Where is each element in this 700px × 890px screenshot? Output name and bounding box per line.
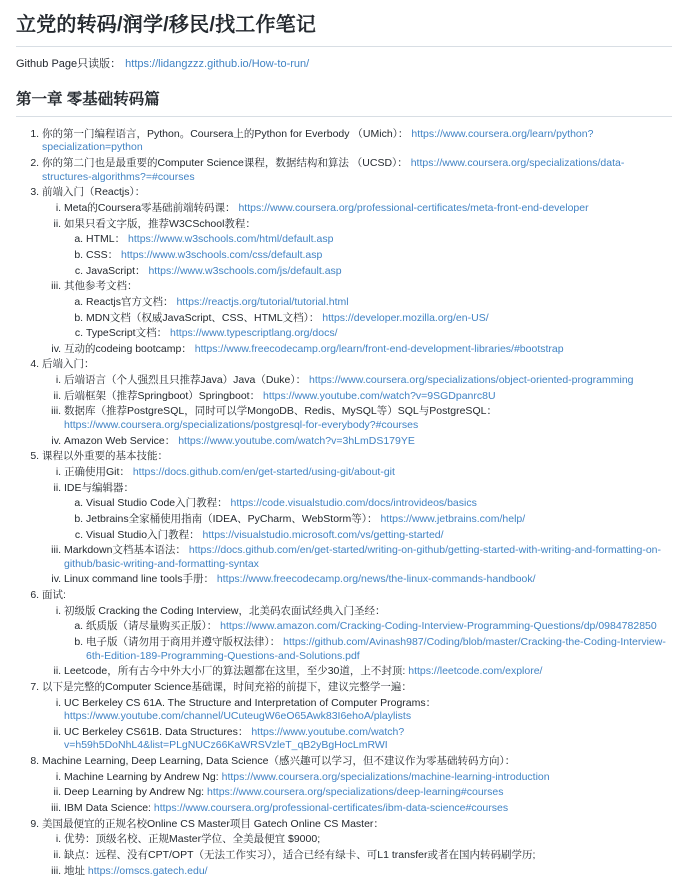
list-item-text: Visual Studio入门教程：	[86, 528, 200, 541]
readonly-version-line	[16, 57, 672, 72]
resource-link[interactable]: https://www.youtube.com/channel/UCuteugW6eO65Awk83I6ehoA/playlists	[64, 710, 412, 723]
resource-link[interactable]: https://www.youtube.com/watch?v=h59h5DoNhL4&list=PLgNUCz66KaWRSVzleT_qB2yBgHocLmRWI	[64, 725, 405, 752]
ordered-list-level-3	[64, 233, 672, 278]
list-item-text: 正确使用Git：	[64, 465, 130, 478]
list-item	[42, 358, 672, 448]
resource-link[interactable]: https://www.youtube.com/watch?v=3hLmDS179YE	[178, 434, 415, 447]
ordered-list-level-2	[42, 697, 672, 754]
list-item-text: 面试:	[42, 589, 66, 602]
resource-link[interactable]: https://reactjs.org/tutorial/tutorial.html	[176, 295, 349, 308]
list-item-text: 如果只看文字版，推荐W3CSchool教程：	[64, 217, 256, 230]
list-item	[64, 865, 672, 879]
resource-link[interactable]: https://www.coursera.org/learn/python?specialization=python	[42, 127, 594, 154]
chapter-heading: 第一章 零基础转码篇	[16, 87, 672, 117]
page-title: 立党的转码/润学/移民/找工作笔记	[16, 6, 672, 47]
list-item	[42, 818, 672, 879]
list-item-text: 前端入门（Reactjs）：	[42, 186, 146, 199]
list-item-text: 优势：顶级名校、正规Master学位、全美最便宜 $9000;	[64, 833, 321, 846]
ordered-list-level-3	[64, 620, 672, 663]
list-item	[64, 202, 672, 216]
list-item-text: Markdown文档基本语法：	[64, 544, 186, 557]
resource-link[interactable]: https://www.coursera.org/professional-certificates/meta-front-end-developer	[238, 202, 589, 215]
resource-link[interactable]: https://www.coursera.org/specializations/postgresql-for-everybody?#courses	[64, 419, 419, 432]
list-item-text: 其他参考文档：	[64, 280, 138, 293]
list-item-text: JavaScript：	[86, 264, 146, 277]
list-item	[64, 435, 672, 449]
list-item-text: 纸质版（请尽量购买正版）：	[86, 620, 218, 633]
list-item	[86, 249, 672, 263]
list-item	[86, 620, 672, 634]
list-item	[86, 497, 672, 511]
ordered-list-level-2	[42, 466, 672, 587]
list-item-text: TypeScript文档：	[86, 327, 168, 340]
list-item-text: Jetbrains全家桶使用指南（IDEA、PyCharm、WebStorm等）：	[86, 512, 378, 525]
list-item-text: 后端入门：	[42, 358, 95, 371]
list-item	[64, 802, 672, 816]
list-item	[64, 833, 672, 847]
resource-link[interactable]: https://visualstudio.microsoft.com/vs/getting-started/	[202, 528, 444, 541]
list-item-text: IDE与编辑器：	[64, 481, 135, 494]
list-item	[64, 390, 672, 404]
list-item-text: Leetcode，所有古今中外大小厂的算法题都在这里，至少30道，上不封顶:	[64, 665, 406, 678]
resource-link[interactable]: https://www.coursera.org/specializations/object-oriented-programming	[309, 374, 634, 387]
list-item-text: Visual Studio Code入门教程：	[86, 497, 228, 510]
list-item-text: 缺点：远程、没有CPT/OPT（无法工作实习），适合已经有绿卡、可L1 transfer或者在国内转码刷学历;	[64, 848, 536, 861]
list-item-text: 互动的codeing bootcamp：	[64, 342, 192, 355]
resource-link[interactable]: https://www.coursera.org/specializations/data-structures-algorithms?=#courses	[42, 157, 625, 183]
list-item	[42, 128, 672, 155]
list-item-text: Linux command line tools手册：	[64, 573, 214, 586]
list-item	[86, 513, 672, 527]
list-item-text: 后端语言（个人强烈且只推荐Java）Java（Duke）：	[64, 374, 307, 387]
resource-link[interactable]: https://www.youtube.com/watch?v=9SGDpanrc8U	[263, 389, 496, 402]
resource-link[interactable]: https://www.freecodecamp.org/news/the-linux-commands-handbook/	[216, 573, 536, 586]
list-item	[64, 482, 672, 543]
list-item	[64, 665, 672, 679]
list-item-text: 电子版（请勿用于商用并遵守版权法律）：	[86, 635, 281, 648]
ordered-list-level-2	[42, 202, 672, 356]
ordered-list-level-2	[42, 605, 672, 679]
list-item	[64, 218, 672, 279]
resource-link[interactable]: https://www.w3schools.com/html/default.asp	[128, 233, 334, 246]
list-item-text: 数据库（推荐PostgreSQL，同时可以学MongoDB、Redis、MySQL等）SQL与PostgreSQL：	[64, 405, 497, 418]
list-item-text: 你的第二门也是最重要的Computer Science课程，数据结构和算法 （UCSD）：	[42, 157, 408, 170]
resource-link[interactable]: https://developer.mozilla.org/en-US/	[322, 311, 489, 324]
list-item-text: UC Berkeley CS 61A. The Structure and Interpretation of Computer Programs：	[64, 696, 437, 709]
list-item-text: 地址	[64, 864, 85, 877]
list-item-text: 初级版 Cracking the Coding Interview，北美码农面试经典入门圣经：	[64, 604, 386, 617]
resource-link[interactable]: https://www.coursera.org/professional-certificates/ibm-data-science#courses	[153, 802, 509, 815]
resource-link[interactable]: https://www.jetbrains.com/help/	[380, 512, 526, 525]
ordered-list-level-2	[42, 771, 672, 816]
list-item	[64, 573, 672, 587]
list-item	[64, 343, 672, 357]
list-item	[64, 280, 672, 341]
resource-link[interactable]: https://www.coursera.org/specializations/deep-learning#courses	[207, 786, 504, 799]
resource-link[interactable]: https://www.w3schools.com/css/default.asp	[121, 248, 323, 261]
list-item	[42, 186, 672, 356]
list-item-text: CSS：	[86, 248, 119, 261]
list-item	[64, 786, 672, 800]
list-item-text: UC Berkeley CS61B. Data Structures：	[64, 725, 249, 738]
resource-link[interactable]: https://www.freecodecamp.org/learn/front-end-development-libraries/#bootstrap	[194, 342, 564, 355]
list-item	[86, 312, 672, 326]
list-item	[64, 697, 672, 724]
ordered-list-level-1	[16, 128, 672, 878]
list-item	[42, 450, 672, 587]
list-item-text: 你的第一门编程语言，Python。Coursera上的Python for Everbody （UMich）：	[42, 127, 409, 140]
list-item	[42, 755, 672, 816]
list-item-text: 美国最便宜的正规名校Online CS Master项目 Gatech Online CS Master：	[42, 817, 384, 830]
list-item-text: Machine Learning, Deep Learning, Data Science（感兴趣可以学习，但不建议作为零基础转码方向）：	[42, 755, 516, 768]
resource-link[interactable]: https://docs.github.com/en/get-started/using-git/about-git	[132, 465, 395, 478]
resource-link[interactable]: https://leetcode.com/explore/	[408, 665, 543, 678]
list-item-text: 后端框架（推荐Springboot）Springboot：	[64, 389, 261, 402]
list-item-text: Deep Learning by Andrew Ng:	[64, 786, 205, 799]
list-item	[64, 374, 672, 388]
list-item	[42, 157, 672, 184]
list-item-text: Machine Learning by Andrew Ng:	[64, 770, 219, 783]
readonly-version-label: Github Page只读版：	[16, 58, 122, 70]
list-item-text: IBM Data Science:	[64, 802, 151, 815]
ordered-list-level-3	[64, 296, 672, 341]
resource-link[interactable]: https://www.amazon.com/Cracking-Coding-Interview-Programming-Questions/dp/0984782850	[220, 620, 657, 633]
readonly-version-link[interactable]: https://lidangzzz.github.io/How-to-run/	[125, 58, 310, 70]
list-item	[64, 544, 672, 571]
resource-link[interactable]: https://code.visualstudio.com/docs/introvideos/basics	[230, 497, 477, 510]
resource-link[interactable]: https://www.w3schools.com/js/default.asp	[148, 264, 342, 277]
list-item	[64, 771, 672, 785]
resource-link[interactable]: https://omscs.gatech.edu/	[87, 864, 208, 877]
ordered-list-level-2	[42, 833, 672, 878]
list-item	[86, 327, 672, 341]
resource-link[interactable]: https://www.coursera.org/specializations/machine-learning-introduction	[221, 770, 550, 783]
list-item	[42, 681, 672, 753]
list-item	[86, 529, 672, 543]
ordered-list-level-3	[64, 497, 672, 542]
list-item	[42, 589, 672, 679]
list-item-text: HTML：	[86, 233, 126, 246]
list-item	[86, 636, 672, 663]
list-item	[86, 265, 672, 279]
list-item-text: Amazon Web Service：	[64, 434, 176, 447]
list-item	[64, 605, 672, 664]
list-item	[86, 296, 672, 310]
list-item-text: Meta的Coursera零基础前端转码课：	[64, 202, 236, 215]
notes-list	[16, 128, 672, 878]
list-item-text: 以下是完整的Computer Science基础课，时间充裕的前提下，建议完整学一遍：	[42, 680, 412, 693]
list-item	[64, 849, 672, 863]
list-item-text: 课程以外重要的基本技能：	[42, 450, 168, 463]
list-item	[64, 726, 672, 753]
resource-link[interactable]: https://www.typescriptlang.org/docs/	[170, 327, 338, 340]
resource-link[interactable]: https://github.com/Avinash987/Coding/blob/master/Cracking-the-Coding-Interview-6th-Edition-189-Programming-Questions-and-Solutions.pdf	[86, 635, 666, 662]
list-item-text: MDN文档（权威JavaScript、CSS、HTML文档）：	[86, 311, 320, 324]
list-item-text: Reactjs官方文档：	[86, 295, 174, 308]
resource-link[interactable]: https://docs.github.com/en/get-started/writing-on-github/getting-started-with-writing-and-formatting-on-github/basic-writing-and-formatting-syntax	[64, 544, 661, 570]
list-item	[64, 466, 672, 480]
list-item	[64, 405, 672, 432]
ordered-list-level-2	[42, 374, 672, 448]
list-item	[86, 233, 672, 247]
